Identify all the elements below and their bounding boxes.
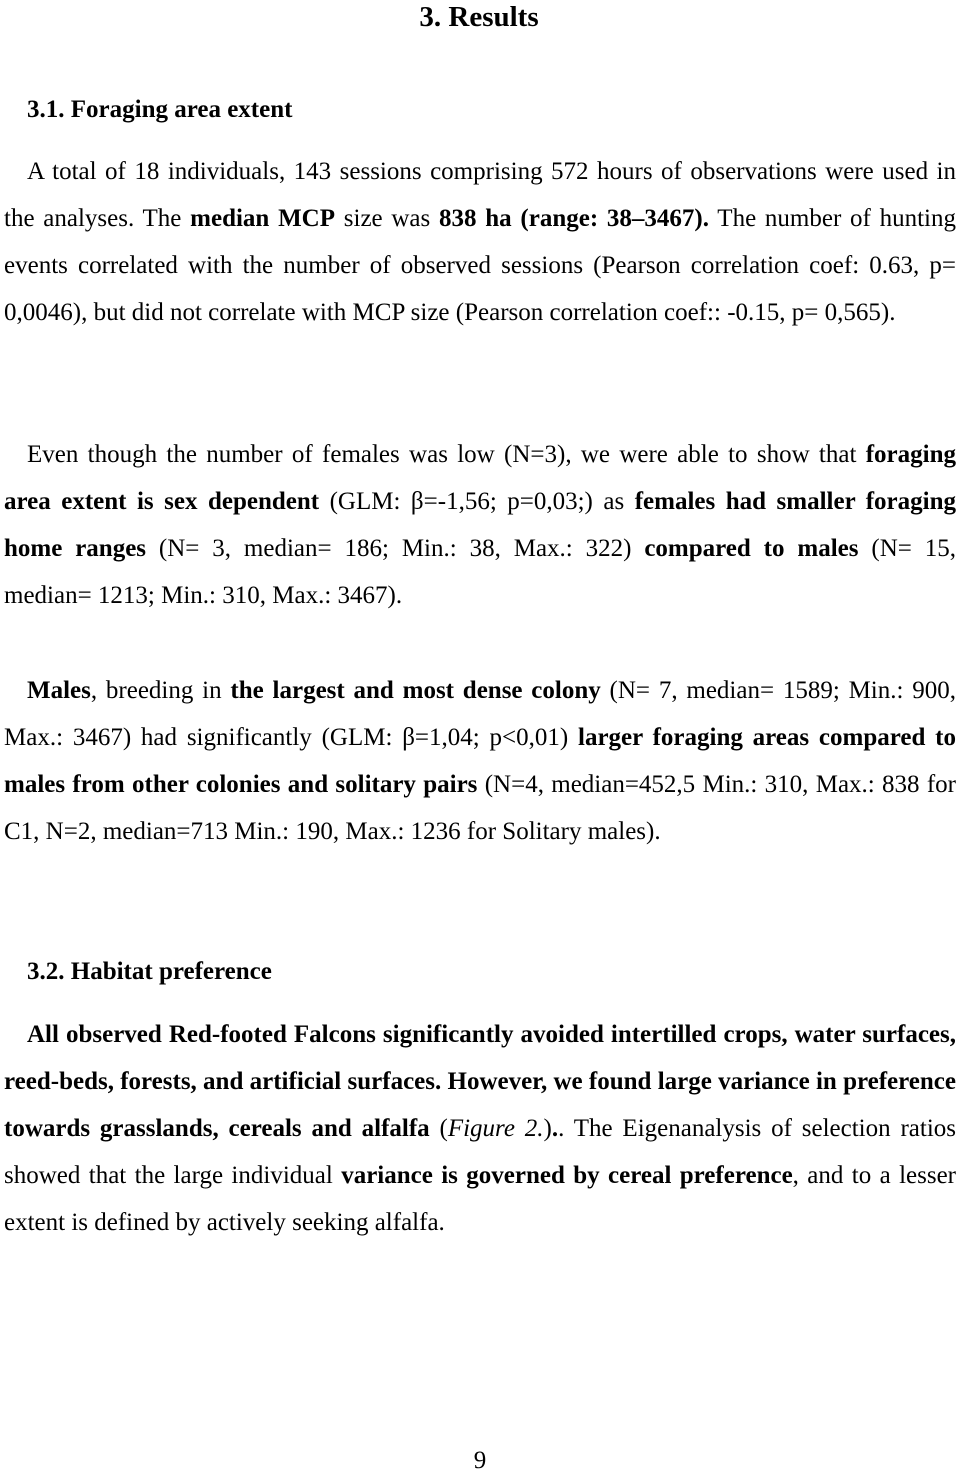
text-run: Males <box>27 677 91 704</box>
subsection-heading-foraging: 3.1. Foraging area extent <box>27 96 293 123</box>
text-run: Figure 2. <box>447 1115 544 1142</box>
text-run: (GLM: β=-1,56; p=0,03;) as <box>319 488 635 515</box>
text-run: (N= 3, median= 186; Min.: 38, Max.: 322) <box>146 535 645 562</box>
section-title: 3. Results <box>419 1 539 33</box>
text-run: ) <box>543 1115 552 1142</box>
text-run: larger foraging areas compared to males from other colonies and solitary pairs <box>4 724 956 798</box>
text-run: median MCP <box>190 205 336 232</box>
paragraph-foraging-1 <box>4 148 956 336</box>
text-run: foraging area extent is sex dependent <box>4 441 956 515</box>
text-run: the largest and most dense colony <box>230 677 601 704</box>
text-run: variance is governed by cereal preference <box>341 1162 793 1189</box>
paragraph-foraging-2 <box>4 431 956 619</box>
paragraph-habitat-1 <box>4 1011 956 1246</box>
paragraph-foraging-3 <box>4 667 956 855</box>
text-run: The number of hunting events correlated with the number of observed sessions (Pearson correlation coef: 0.63, p= 0,0046), but did not correlate with MCP size (Pearson correlation coef:: -0.15, p= 0,565). <box>4 205 956 326</box>
text-run: size was <box>335 205 440 232</box>
text-run: (N=4, median=452,5 Min.: 310, Max.: 838 for C1, N=2, median=713 Min.: 190, Max.: 1236 for Solitary males). <box>4 771 956 845</box>
page-number: 9 <box>473 1447 487 1474</box>
text-run: (N= 15, median= 1213; Min.: 310, Max.: 3467). <box>4 535 956 609</box>
text-run: (N= 7, median= 1589; Min.: 900, Max.: 3467) had significantly (GLM: β=1,04; p<0,01) <box>4 677 956 751</box>
text-run: . The Eigenanalysis of selection ratios showed that the large individual <box>4 1115 956 1189</box>
text-run: , and to a lesser extent is defined by actively seeking alfalfa. <box>4 1162 956 1236</box>
text-run: A total of 18 individuals, 143 sessions comprising 572 hours of observations were used in the analyses. The <box>4 158 956 232</box>
text-run: ( <box>429 1115 448 1142</box>
subsection-heading-habitat: 3.2. Habitat preference <box>27 958 272 985</box>
text-run: compared to males <box>644 535 859 562</box>
text-run: All observed Red-footed Falcons significantly avoided intertilled crops, water surfaces, reed-beds, forests, and artificial surfaces. However, we found large variance in preference towards grasslands, cereals and alfalfa <box>4 1021 956 1142</box>
text-run: females had smaller foraging home ranges <box>4 488 956 562</box>
text-run: 838 ha (range: 38–3467). <box>439 205 709 232</box>
text-run: . <box>551 1115 559 1142</box>
text-run: , breeding in <box>90 677 231 704</box>
text-run: Even though the number of females was low (N=3), we were able to show that <box>27 441 866 468</box>
